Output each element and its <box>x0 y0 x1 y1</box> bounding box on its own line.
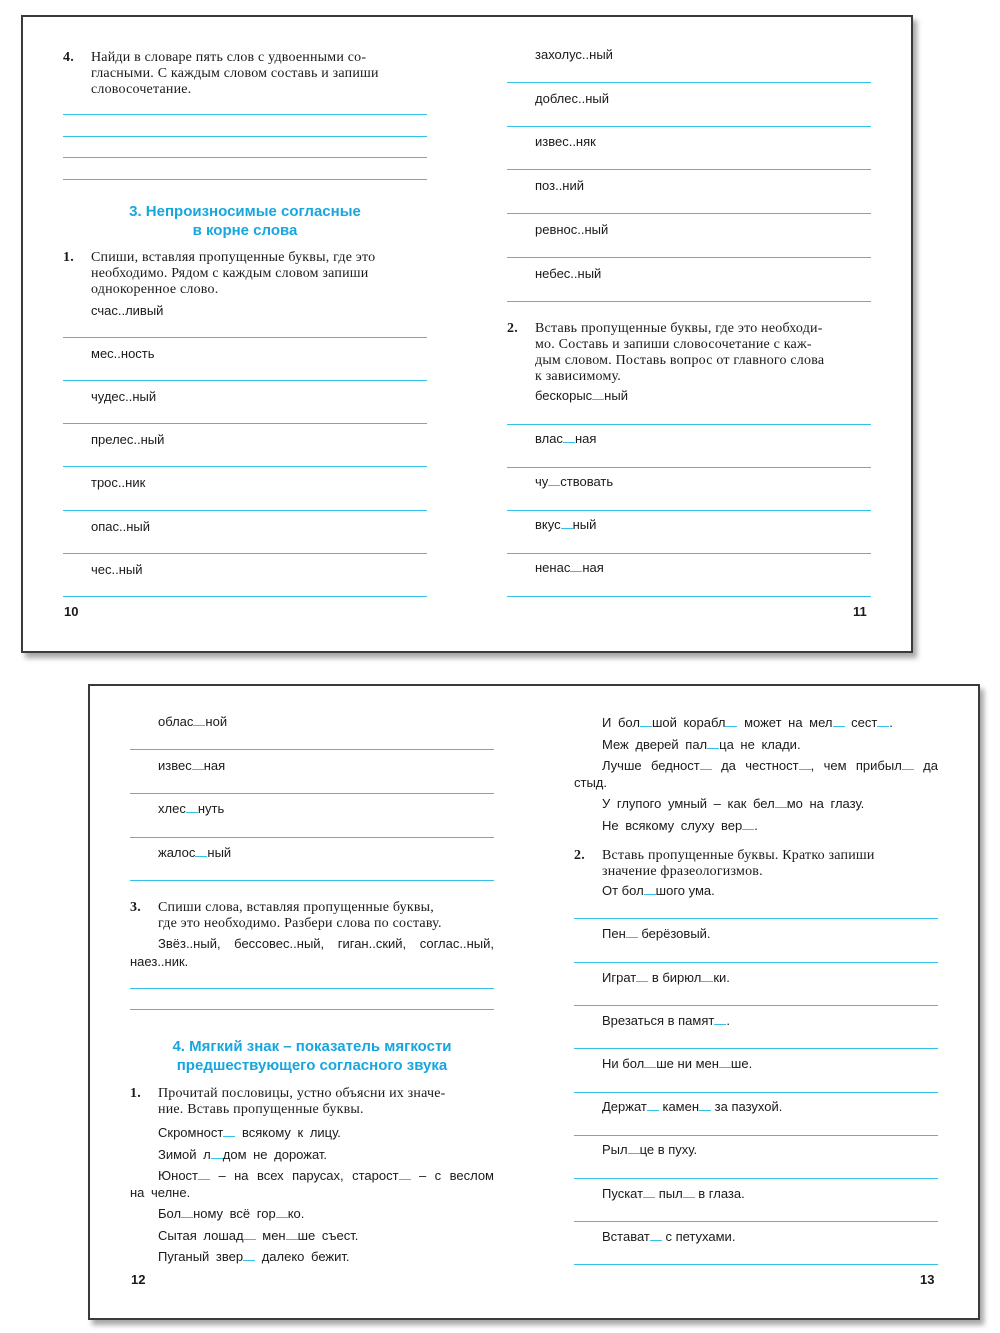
text-part: да честност <box>711 758 799 773</box>
exercise-word: прелес..ный <box>91 432 165 447</box>
task-text-line: мо. Составь и запиши словосочетание с каж- <box>535 337 812 352</box>
idiom <box>602 1229 735 1245</box>
answer-line <box>63 157 427 158</box>
exercise-words: Звёз..ный, бессовес..ный, гиган..ский, соглас..ный, <box>158 936 494 951</box>
letter-blank <box>628 1143 640 1154</box>
exercise-word: трос..ник <box>91 475 146 490</box>
text-part: мен <box>255 1227 286 1243</box>
exercise-word <box>535 517 596 533</box>
letter-blank <box>640 716 652 727</box>
answer-line <box>130 793 494 794</box>
proverb <box>130 1144 494 1166</box>
proverb <box>130 1246 494 1268</box>
text-part: Юност <box>158 1168 198 1183</box>
word-part: ный <box>207 845 232 860</box>
text-part: Зимой л <box>158 1146 211 1162</box>
text-part: в бирюл <box>648 970 702 985</box>
text-part: Скромност <box>158 1125 224 1140</box>
answer-line <box>507 213 871 214</box>
text-part: камен <box>658 1099 700 1114</box>
task-text-line: к зависимому. <box>535 369 622 384</box>
exercise-word: счас..ливый <box>91 303 164 318</box>
letter-blank <box>211 1148 223 1159</box>
answer-line <box>574 962 938 963</box>
proverb <box>130 1122 494 1144</box>
letter-blank <box>799 759 811 770</box>
letter-blank <box>244 1229 256 1240</box>
task-number: 2. <box>574 848 585 863</box>
page-number: 11 <box>853 604 867 619</box>
answer-line <box>574 918 938 919</box>
text-part: Врезаться в памят <box>602 1013 715 1028</box>
exercise-word <box>535 560 604 576</box>
exercise-word: извес..няк <box>535 134 596 149</box>
proverb-continuation: стыд. <box>574 775 607 790</box>
answer-line <box>507 126 871 127</box>
text-part: может на мел <box>737 715 833 730</box>
text-part: У глупого умный – как бел <box>602 796 775 811</box>
letter-blank <box>243 1250 255 1261</box>
section-heading-line: 4. Мягкий знак – показатель мягкости <box>172 1038 452 1055</box>
idiom <box>602 1013 730 1029</box>
text-part: шой корабл <box>651 715 726 730</box>
letter-blank <box>644 1057 656 1068</box>
page-13 <box>534 686 978 1318</box>
answer-line <box>507 596 871 597</box>
text-part: всякому к лицу. <box>235 1125 341 1140</box>
answer-line <box>130 837 494 838</box>
text-part: ше ни мен <box>656 1056 719 1071</box>
text-part: – на всех парусах, старост <box>210 1168 399 1183</box>
answer-line <box>507 467 871 468</box>
letter-blank <box>626 927 638 938</box>
task-1 <box>130 1086 494 1118</box>
exercise-word <box>158 845 231 861</box>
idiom <box>602 883 715 899</box>
text-part: Сытая лошад <box>158 1227 244 1243</box>
word-part: хлес <box>158 801 186 816</box>
task-number: 1. <box>63 250 74 265</box>
task-text-line: ние. Вставь пропущенные буквы. <box>158 1102 364 1117</box>
text-part: ца не клади. <box>719 736 801 752</box>
letter-blank <box>561 518 573 529</box>
text-part: за пазухой. <box>711 1099 783 1114</box>
answer-line <box>507 553 871 554</box>
text-part: Держат <box>602 1099 647 1114</box>
text-part: Рыл <box>602 1142 628 1157</box>
letter-blank <box>286 1229 298 1240</box>
answer-line <box>130 988 494 989</box>
word-part: влас <box>535 431 563 446</box>
task-text-line: Найди в словаре пять слов с удвоенными со- <box>91 50 367 65</box>
letter-blank <box>701 971 713 982</box>
text-part: да <box>913 758 938 773</box>
answer-line <box>574 1178 938 1179</box>
text-part: Не всякому слуху вер <box>602 817 743 833</box>
letter-blank <box>563 432 575 443</box>
letter-blank <box>877 716 889 727</box>
task-2 <box>574 848 938 880</box>
exercise-word <box>535 388 628 404</box>
task-text-line: дым словом. Поставь вопрос от главного слова <box>535 353 825 368</box>
answer-line <box>574 1092 938 1093</box>
letter-blank <box>181 1207 193 1218</box>
exercise-word: небес..ный <box>535 266 602 281</box>
letter-blank <box>592 389 604 400</box>
exercise-word: ревнос..ный <box>535 222 609 237</box>
word-part: жалос <box>158 845 196 860</box>
page-number: 12 <box>131 1272 146 1287</box>
proverb <box>130 1203 494 1225</box>
proverb <box>574 815 938 837</box>
task-text-line: словосочетание. <box>91 82 192 97</box>
word-part: ный <box>604 388 628 403</box>
task-number: 1. <box>130 1086 141 1101</box>
letter-blank <box>276 1207 288 1218</box>
letter-blank <box>725 716 737 727</box>
answer-line <box>574 1005 938 1006</box>
text-part: ше. <box>730 1056 753 1071</box>
answer-line <box>63 136 427 137</box>
answer-line <box>507 257 871 258</box>
text-part: . <box>754 817 758 833</box>
page-10 <box>23 17 467 651</box>
proverb-continuation: на челне. <box>130 1185 191 1200</box>
text-part: Меж дверей пал <box>602 736 708 752</box>
text-part: Пен <box>602 926 626 941</box>
exercise-word: поз..ний <box>535 178 585 193</box>
text-part: . <box>726 1013 730 1028</box>
answer-line <box>130 749 494 750</box>
text-part: . <box>889 715 893 730</box>
answer-line <box>63 423 427 424</box>
answer-line <box>574 1048 938 1049</box>
task-3 <box>130 900 494 932</box>
text-part: с петухами. <box>661 1229 736 1244</box>
letter-blank <box>644 884 656 895</box>
section-heading-line: 3. Непроизносимые согласные <box>129 203 361 220</box>
letter-blank <box>195 846 207 857</box>
answer-line <box>63 596 427 597</box>
answer-line <box>63 114 427 115</box>
task-2 <box>507 321 871 385</box>
text-part: пыл <box>655 1186 683 1201</box>
word-part: ный <box>572 517 597 532</box>
letter-blank <box>570 561 582 572</box>
letter-blank <box>700 759 712 770</box>
task-text-line: Спиши слова, вставляя пропущенные буквы, <box>158 900 434 915</box>
word-part: ненас <box>535 560 571 575</box>
answer-line <box>574 1264 938 1265</box>
text-part: Пускат <box>602 1186 644 1201</box>
text-part: ному всё гор <box>193 1206 276 1221</box>
task-1 <box>63 250 427 298</box>
letter-blank <box>647 1100 659 1111</box>
letter-blank <box>683 1187 695 1198</box>
exercise-words: наез..ник. <box>130 954 189 969</box>
word-part: ствовать <box>560 474 614 489</box>
idiom <box>602 1056 752 1072</box>
letter-blank <box>399 1169 411 1180</box>
task-4 <box>63 50 427 98</box>
text-part: Пуганый звер <box>158 1249 244 1264</box>
text-part: От бол <box>602 883 644 898</box>
letter-blank <box>650 1230 662 1241</box>
exercise-word: захолус..ный <box>535 47 613 62</box>
word-part: нуть <box>197 801 225 816</box>
idiom <box>602 970 730 986</box>
text-part: сест <box>844 715 878 730</box>
exercise-word <box>535 431 596 447</box>
letter-blank <box>193 715 205 726</box>
text-part: ше съест. <box>297 1227 359 1243</box>
text-part: далеко бежит. <box>255 1249 350 1264</box>
proverb <box>130 1225 494 1247</box>
task-text-line: необходимо. Рядом с каждым словом запиши <box>91 266 369 281</box>
idiom <box>602 1142 697 1158</box>
task-text-line: Вставь пропущенные буквы, где это необходи- <box>535 321 823 336</box>
letter-blank <box>742 819 754 830</box>
answer-line <box>63 510 427 511</box>
text-part: ко. <box>287 1206 305 1221</box>
text-part: в глаза. <box>694 1186 745 1201</box>
section-heading-line: предшествующего согласного звука <box>176 1057 448 1074</box>
proverb <box>574 734 938 756</box>
text-part: – с веслом <box>410 1168 494 1183</box>
answer-line <box>507 82 871 83</box>
word-part: облас <box>158 714 194 729</box>
word-part: ная <box>574 431 597 446</box>
answer-line <box>130 1009 494 1010</box>
idiom <box>602 1186 745 1202</box>
answer-line <box>507 169 871 170</box>
word-part: вкус <box>535 517 561 532</box>
exercise-word: доблес..ный <box>535 91 610 106</box>
answer-line <box>130 880 494 881</box>
letter-blank <box>714 1014 726 1025</box>
task-text-line: Спиши, вставляя пропущенные буквы, где это <box>91 250 376 265</box>
proverb <box>574 712 938 734</box>
answer-line <box>507 510 871 511</box>
section-heading <box>130 1037 494 1075</box>
word-part: ная <box>203 758 226 773</box>
answer-line <box>507 424 871 425</box>
exercise-word <box>158 758 225 774</box>
page-12 <box>90 686 534 1318</box>
text-part: Лучше бедност <box>602 758 700 773</box>
letter-blank <box>186 802 198 813</box>
text-part: Играт <box>602 970 637 985</box>
letter-blank <box>775 797 787 808</box>
answer-line <box>63 553 427 554</box>
letter-blank <box>198 1169 210 1180</box>
letter-blank <box>192 759 204 770</box>
answer-line <box>63 380 427 381</box>
proverb <box>574 793 938 815</box>
spread-pages-10-11 <box>21 15 913 653</box>
task-text-line: где это необходимо. Разбери слова по составу. <box>158 916 442 931</box>
letter-blank <box>643 1187 655 1198</box>
task-text-line: однокоренное слово. <box>91 282 219 297</box>
word-part: ная <box>582 560 604 575</box>
answer-line <box>63 179 427 180</box>
letter-blank <box>833 716 845 727</box>
word-part: чу <box>535 474 549 489</box>
page-number: 13 <box>920 1272 935 1287</box>
answer-line <box>63 466 427 467</box>
spread-pages-12-13 <box>88 684 980 1320</box>
page-11 <box>467 17 911 651</box>
exercise-word <box>535 474 613 490</box>
proverb <box>574 755 938 774</box>
answer-line <box>507 301 871 302</box>
letter-blank <box>902 759 914 770</box>
answer-line <box>574 1135 938 1136</box>
task-text-line: Вставь пропущенные буквы. Кратко запиши <box>602 848 875 863</box>
text-part: И бол <box>602 715 640 730</box>
text-part: мо на глазу. <box>786 796 865 811</box>
exercise-word <box>158 714 227 730</box>
text-part: , чем прибыл <box>810 758 902 773</box>
idiom <box>602 926 711 942</box>
word-part: извес <box>158 758 192 773</box>
exercise-word <box>158 801 224 817</box>
task-number: 2. <box>507 321 518 336</box>
text-part: берёзовый. <box>637 926 711 941</box>
letter-blank <box>548 475 560 486</box>
text-part: Ни бол <box>602 1056 645 1071</box>
proverbs-list <box>130 1122 494 1268</box>
page-number: 10 <box>64 604 79 619</box>
text-part: Встават <box>602 1229 650 1244</box>
text-part: шого ума. <box>655 883 715 898</box>
task-text-line: значение фразеологизмов. <box>602 864 763 879</box>
task-text-line: гласными. С каждым словом составь и запиши <box>91 66 379 81</box>
answer-line <box>574 1221 938 1222</box>
exercise-word: чес..ный <box>91 562 143 577</box>
letter-blank <box>636 971 648 982</box>
exercise-word: мес..ность <box>91 346 155 361</box>
text-part: дом не дорожат. <box>222 1146 328 1162</box>
section-heading <box>63 202 427 240</box>
letter-blank <box>707 738 719 749</box>
text-part: ки. <box>713 970 730 985</box>
idiom <box>602 1099 782 1115</box>
text-part: це в пуху. <box>639 1142 698 1157</box>
letter-blank <box>223 1126 235 1137</box>
word-part: ной <box>205 714 228 729</box>
proverbs-list <box>574 712 938 836</box>
proverb <box>130 1165 494 1184</box>
task-text-line: Прочитай пословицы, устно объясни их значе- <box>158 1086 446 1101</box>
exercise-word: опас..ный <box>91 519 151 534</box>
task-number: 4. <box>63 50 74 65</box>
letter-blank <box>699 1100 711 1111</box>
task-number: 3. <box>130 900 141 915</box>
letter-blank <box>719 1057 731 1068</box>
word-part: бескорыс <box>535 388 593 403</box>
answer-line <box>63 337 427 338</box>
exercise-word: чудес..ный <box>91 389 157 404</box>
text-part: Бол <box>158 1206 182 1221</box>
section-heading-line: в корне слова <box>192 222 298 239</box>
